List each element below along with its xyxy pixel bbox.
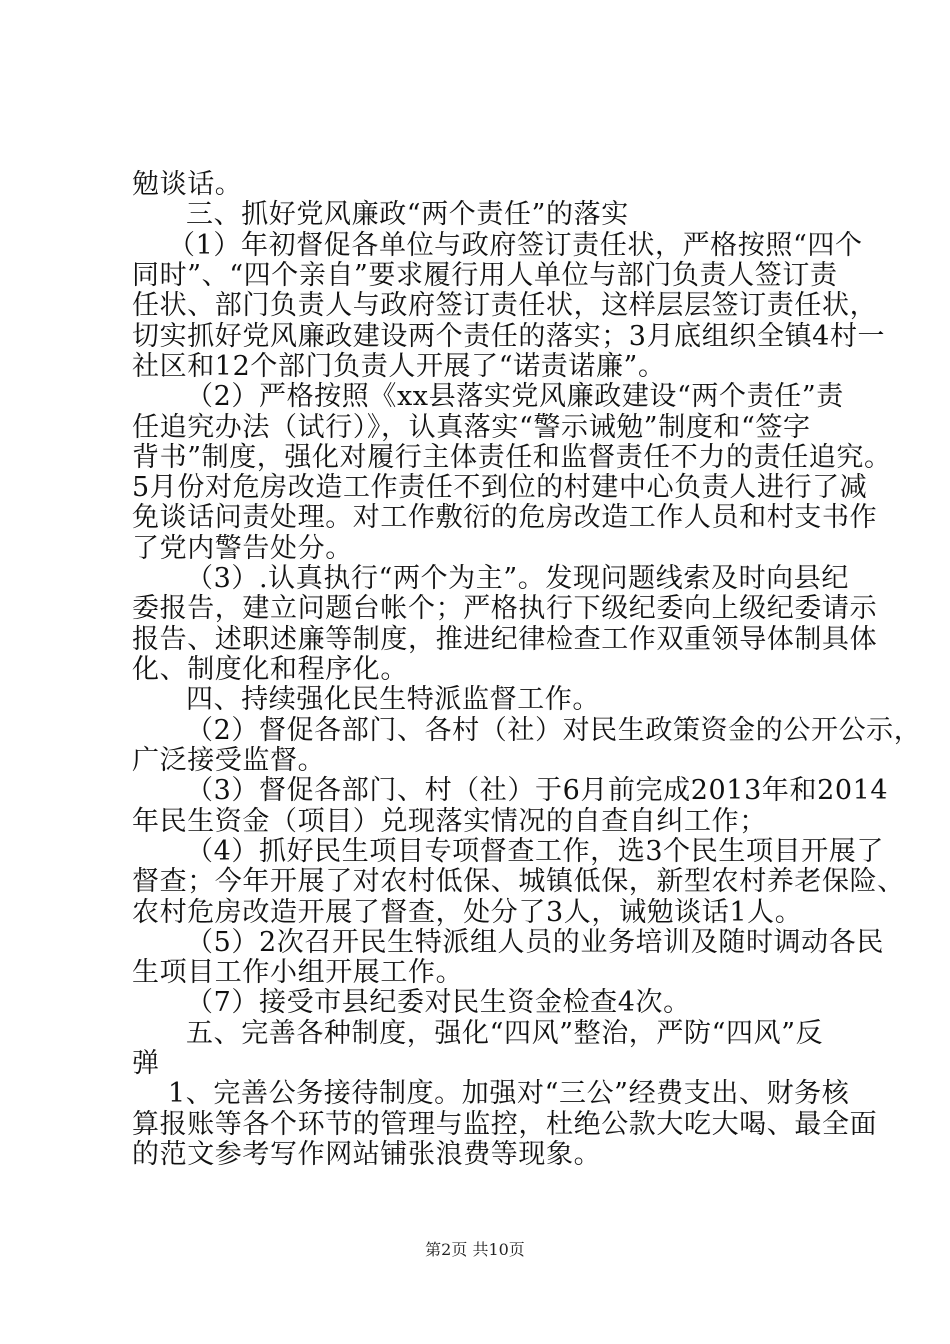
text-line: （5）2次召开民生特派组人员的业务培训及随时调动各民 [186, 927, 884, 958]
text-line: 切实抓好党风廉政建设两个责任的落实；3月底组织全镇4村一 [132, 321, 886, 352]
text-line: 背书”制度，强化对履行主体责任和监督责任不力的责任追究。 [132, 442, 892, 473]
text-line: （2）严格按照《xx县落实党风廉政建设“两个责任”责 [186, 381, 844, 412]
text-line: 农村危房改造开展了督查，处分了3人，诫勉谈话1人。 [132, 897, 803, 928]
text-line: 1、完善公务接待制度。加强对“三公”经费支出、财务核 [168, 1078, 850, 1109]
text-line: 任追究办法（试行）》，认真落实“警示诫勉”制度和“签字 [132, 412, 811, 443]
text-line: 报告、述职述廉等制度，推进纪律检查工作双重领导体制具体 [132, 624, 878, 655]
section-heading: 五、完善各种制度，强化“四风”整治，严防“四风”反 [186, 1018, 824, 1049]
text-line: 广泛接受监督。 [132, 745, 326, 776]
text-line: （3）督促各部门、村（社）于6月前完成2013年和2014 [186, 775, 889, 806]
text-line: 督查；今年开展了对农村低保、城镇低保，新型农村养老保险、 [132, 866, 905, 897]
text-line: 同时”、“四个亲自”要求履行用人单位与部门负责人签订责 [132, 260, 838, 291]
text-line: 化、制度化和程序化。 [132, 654, 408, 685]
text-line: 了党内警告处分。 [132, 533, 353, 564]
text-line: 委报告，建立问题台帐个；严格执行下级纪委向上级纪委请示 [132, 593, 878, 624]
text-line: （3）.认真执行“两个为主”。发现问题线索及时向县纪 [186, 563, 849, 594]
page-footer: 第2页 共10页 [425, 1240, 525, 1259]
text-line: 生项目工作小组开展工作。 [132, 957, 464, 988]
text-line: （4）抓好民生项目专项督查工作，选3个民生项目开展了 [186, 836, 884, 867]
text-line: 任状、部门负责人与政府签订责任状，这样层层签订责任状， [132, 290, 878, 321]
text-line: 算报账等各个环节的管理与监控，杜绝公款大吃大喝、最全面 [132, 1109, 878, 1140]
text-line: （2）督促各部门、各村（社）对民生政策资金的公开公示， [186, 715, 922, 746]
text-line: （1）年初督促各单位与政府签订责任状，严格按照“四个 [168, 230, 863, 261]
section-heading: 四、持续强化民生特派监督工作。 [186, 684, 600, 715]
text-line: 5月份对危房改造工作责任不到位的村建中心负责人进行了减 [132, 472, 868, 503]
section-heading: 三、抓好党风廉政“两个责任”的落实 [186, 199, 629, 230]
text-line: 年民生资金（项目）兑现落实情况的自查自纠工作； [132, 806, 767, 837]
text-line: 免谈话问责处理。对工作敷衍的危房改造工作人员和村支书作 [132, 502, 878, 533]
text-line: （7）接受市县纪委对民生资金检查4次。 [186, 987, 691, 1018]
section-heading: 弹 [132, 1048, 160, 1079]
text-line: 社区和12个部门负责人开展了“诺责诺廉”。 [132, 351, 666, 382]
text-line: 勉谈话。 [132, 169, 243, 200]
text-line: 的范文参考写作网站铺张浪费等现象。 [132, 1139, 602, 1170]
